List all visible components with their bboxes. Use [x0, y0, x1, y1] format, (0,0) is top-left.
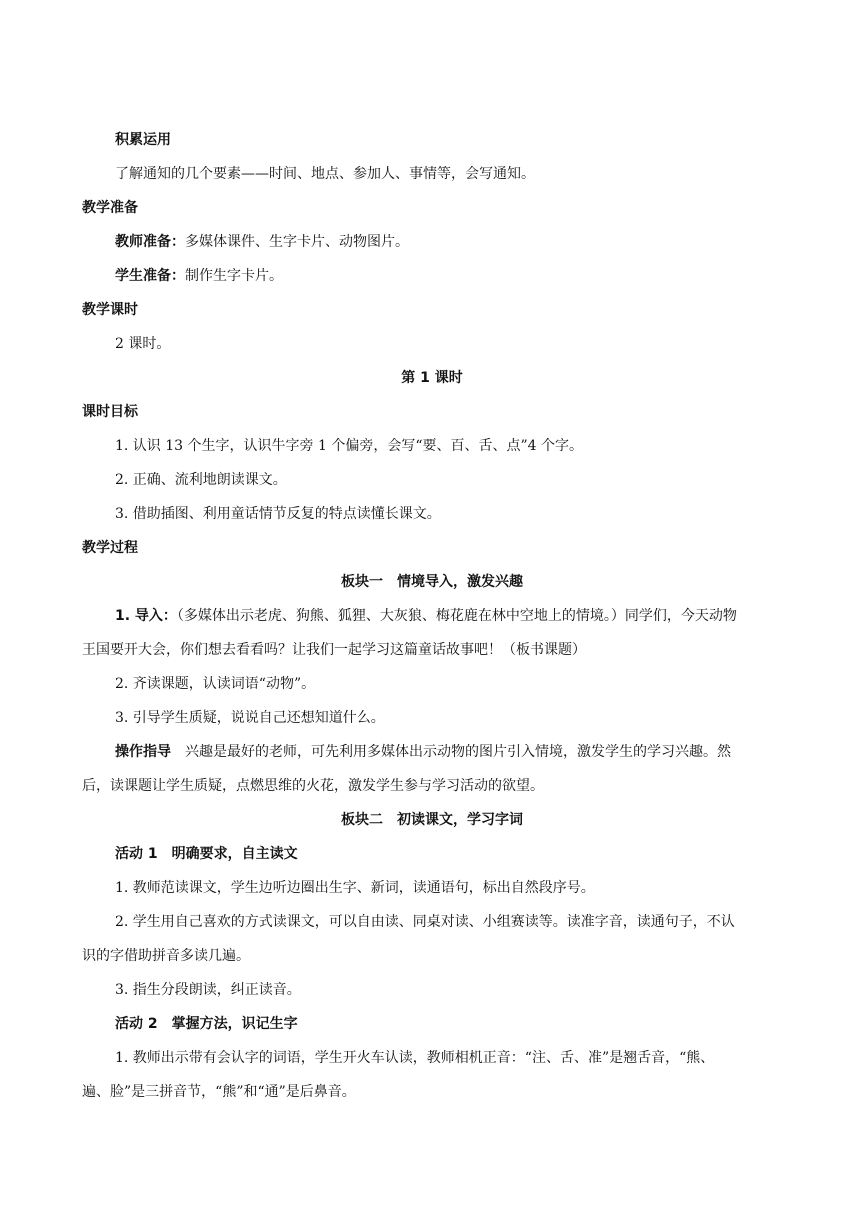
student-preparation-text: 制作生字卡片。	[185, 268, 283, 284]
goal-item-1: 1. 认识 13 个生字，认识牛字旁 1 个偏旁，会写“要、百、舌、点”4 个字。	[115, 438, 584, 454]
block1-item1-line1	[115, 606, 815, 626]
activity2-item1-line1: 1. 教师出示带有会认字的词语，学生开火车认读，教师相机正音：“注、舌、准”是翘舌音，“熊、	[115, 1050, 715, 1066]
block1-subtitle: 情境导入，激发兴趣	[397, 574, 523, 590]
block1-title	[82, 572, 782, 592]
guide-label: 操作指导	[115, 744, 171, 760]
block1-item1-label: 1. 导入：	[115, 608, 177, 624]
hours-text: 2 课时。	[115, 336, 171, 352]
activity1-item2-line1: 2. 学生用自己喜欢的方式读课文，可以自由读、同桌对读、小组赛读等。读准字音，读通句子，不认	[115, 914, 735, 930]
activity1-label: 活动 1	[115, 846, 158, 862]
hours-heading: 教学课时	[82, 302, 138, 318]
activity1-title: 明确要求，自主读文	[171, 846, 298, 862]
accumulate-heading: 积累运用	[115, 132, 171, 148]
goals-heading: 课时目标	[82, 404, 138, 420]
accumulate-text: 了解通知的几个要素——时间、地点、参加人、事情等，会写通知。	[115, 166, 535, 182]
goal-item-3: 3. 借助插图、利用童话情节反复的特点读懂长课文。	[115, 506, 441, 522]
student-preparation-label: 学生准备：	[115, 268, 185, 284]
teacher-preparation-label: 教师准备：	[115, 234, 185, 250]
guide-line1	[115, 742, 815, 762]
activity1-item3: 3. 指生分段朗读，纠正读音。	[115, 982, 301, 998]
activity1-item1: 1. 教师范读课文，学生边听边圈出生字、新词，读通语句，标出自然段序号。	[115, 880, 595, 896]
student-preparation	[115, 266, 815, 286]
block1-label: 板块一	[341, 574, 383, 590]
activity2-heading	[115, 1014, 815, 1034]
teacher-preparation	[115, 232, 815, 252]
guide-text: 兴趣是最好的老师，可先利用多媒体出示动物的图片引入情境，激发学生的学习兴趣。然	[185, 744, 731, 760]
process-heading: 教学过程	[82, 540, 138, 556]
activity2-title: 掌握方法，识记生字	[171, 1016, 298, 1032]
preparation-heading: 教学准备	[82, 200, 138, 216]
block1-item1-line2: 王国要开大会，你们想去看看吗？让我们一起学习这篇童话故事吧！（板书课题）	[82, 642, 586, 658]
block1-item3: 3. 引导学生质疑，说说自己还想知道什么。	[115, 710, 385, 726]
teacher-preparation-text: 多媒体课件、生字卡片、动物图片。	[185, 234, 409, 250]
block2-subtitle: 初读课文，学习字词	[397, 812, 523, 828]
activity2-label: 活动 2	[115, 1016, 158, 1032]
block2-label: 板块二	[341, 812, 383, 828]
guide-line2: 后，读课题让学生质疑，点燃思维的火花，激发学生参与学习活动的欲望。	[82, 778, 544, 794]
block2-title	[82, 810, 782, 830]
lesson-title: 第 1 课时	[401, 370, 463, 386]
activity1-item2-line2: 识的字借助拼音多读几遍。	[82, 948, 250, 964]
block1-item2: 2. 齐读课题，认读词语“动物”。	[115, 676, 316, 692]
activity1-heading	[115, 844, 815, 864]
activity2-item1-line2: 遍、脸”是三拼音节，“熊”和“通”是后鼻音。	[82, 1084, 356, 1100]
block1-item1-text: （多媒体出示老虎、狗熊、狐狸、大灰狼、梅花鹿在林中空地上的情境。）同学们，今天动物	[176, 608, 737, 624]
goal-item-2: 2. 正确、流利地朗读课文。	[115, 472, 287, 488]
